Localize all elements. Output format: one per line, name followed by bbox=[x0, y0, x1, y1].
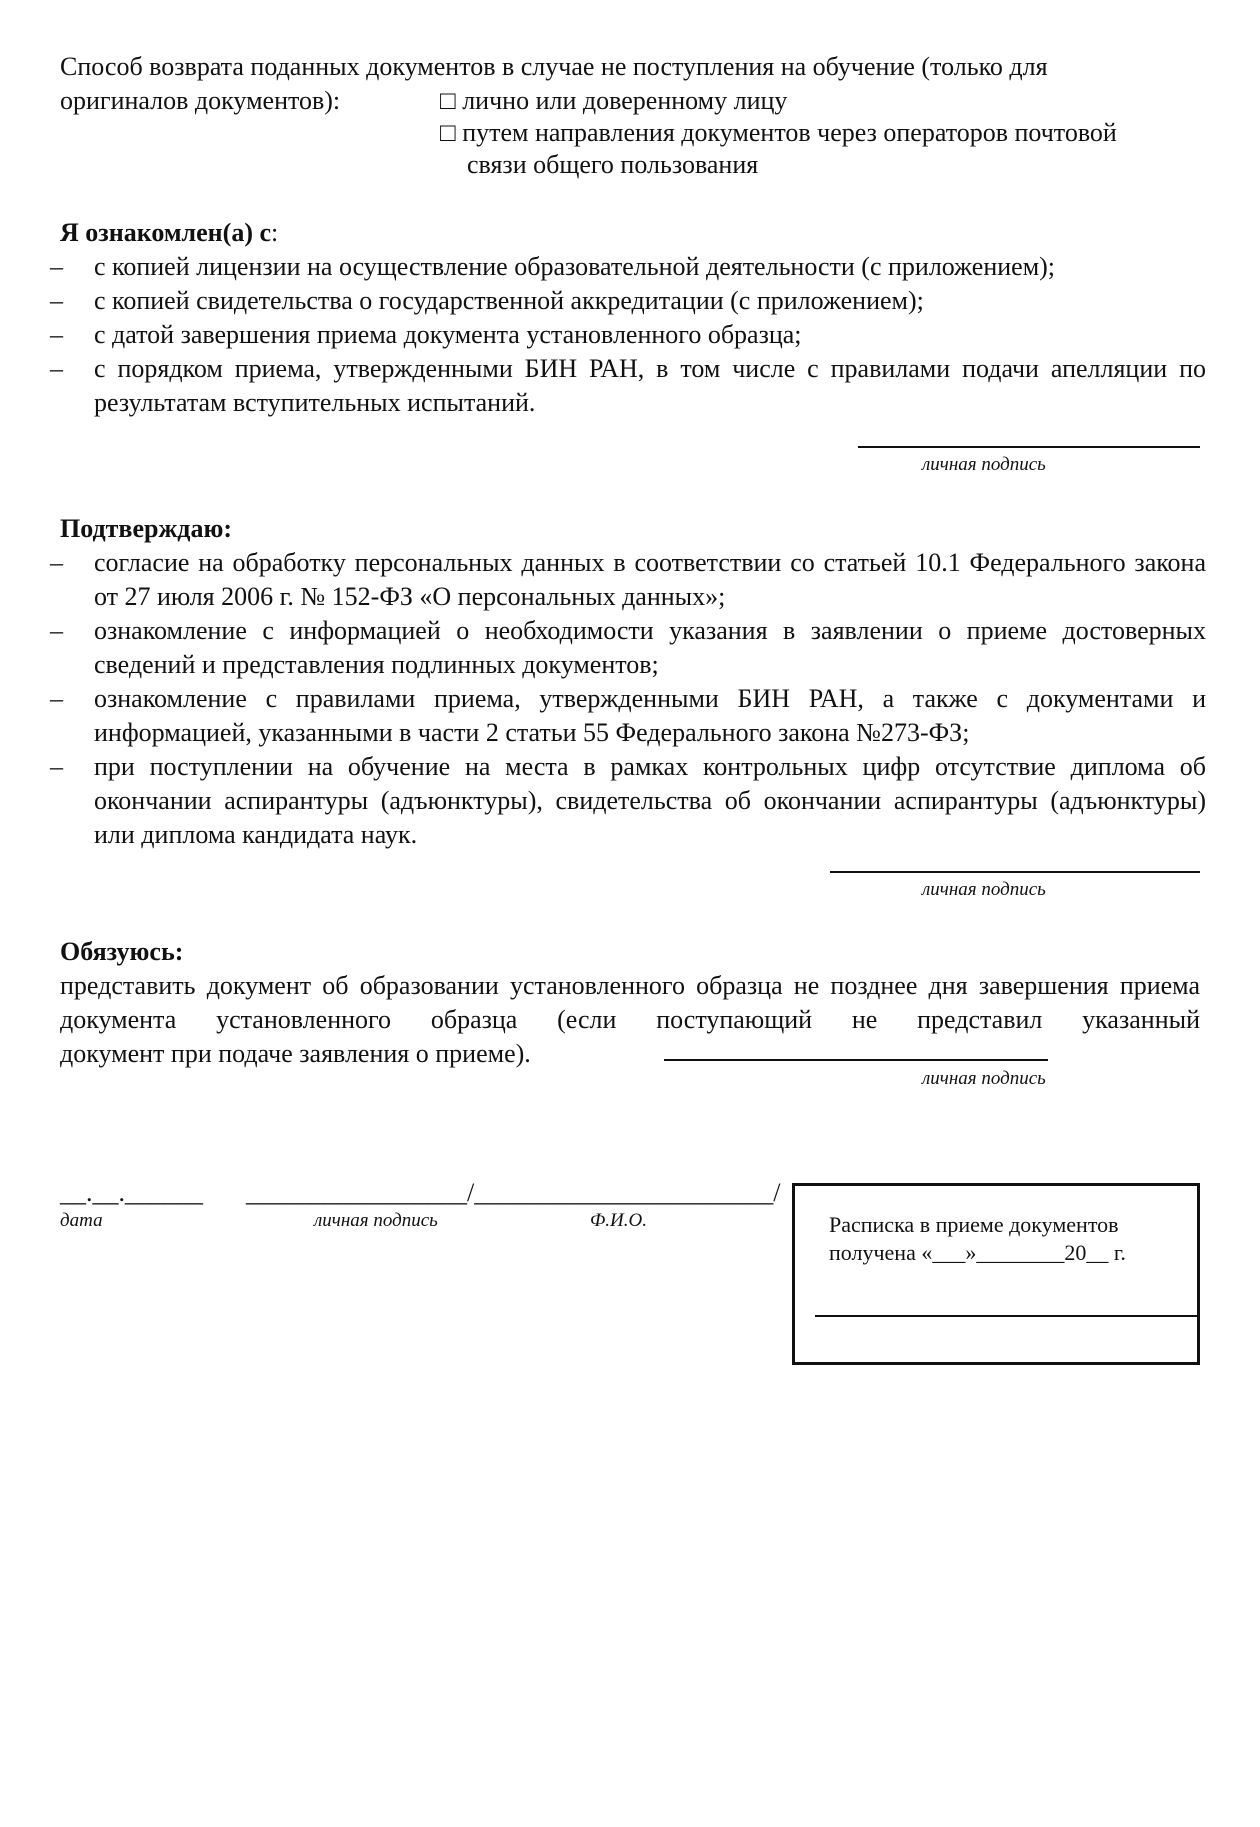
confirm-heading: Подтверждаю: bbox=[60, 514, 232, 543]
acquainted-heading-colon: : bbox=[271, 218, 279, 247]
dash-marker: – bbox=[50, 548, 63, 577]
return-method-label: оригиналов документов): bbox=[60, 86, 341, 115]
acquainted-heading-text: Я ознакомлен(а) с bbox=[60, 218, 272, 247]
date-field[interactable]: __.__.______ bbox=[60, 1178, 203, 1207]
return-option-post-cont: связи общего пользования bbox=[467, 150, 759, 179]
obligate-text: представить документ об образовании установленного образца не позднее дня завершения приема документа установленного образца (если поступающий не представил указанный bbox=[60, 971, 1200, 1034]
date-caption: дата bbox=[60, 1210, 103, 1231]
signature-line[interactable] bbox=[858, 446, 1200, 448]
dash-marker: – bbox=[50, 616, 63, 645]
confirm-item-diploma: при поступлении на обучение на места в рамках контрольных цифр отсутствие диплома об окончании аспирантуры (адъюнктуры), свидетельства об окончании аспирантуры (адъюнктуры) или диплома кандидата наук. bbox=[94, 752, 1206, 849]
receipt-date[interactable]: получена «___»________20__ г. bbox=[829, 1240, 1126, 1265]
acquainted-item-license: с копией лицензии на осуществление образовательной деятельности (с приложением); bbox=[94, 252, 1056, 281]
signature-caption: личная подпись bbox=[922, 1068, 1046, 1089]
signature-line[interactable] bbox=[830, 871, 1200, 873]
dash-marker: – bbox=[50, 320, 63, 349]
confirm-item-info: ознакомление с информацией о необходимости указания в заявлении о приеме достоверных сведений и представления подлинных документов; bbox=[94, 616, 1206, 679]
signature-caption: личная подпись bbox=[314, 1210, 438, 1231]
dash-marker: – bbox=[50, 684, 63, 713]
return-option-personal[interactable]: □ лично или доверенному лицу bbox=[440, 86, 788, 115]
signature-line[interactable] bbox=[664, 1059, 1048, 1061]
receipt-title: Расписка в приеме документов bbox=[829, 1212, 1119, 1237]
return-method-line1: Способ возврата поданных документов в случае не поступления на обучение (только для bbox=[60, 52, 1048, 81]
acquainted-item-date: с датой завершения приема документа установленного образца; bbox=[94, 320, 802, 349]
signature-name-field[interactable]: _________________/_______________________/ bbox=[246, 1178, 781, 1207]
confirm-item-rules: ознакомление с правилами приема, утвержденными БИН РАН, а также с документами и информацией, указанными в части 2 статьи 55 Федерального закона №273-ФЗ; bbox=[94, 684, 1206, 747]
confirm-item-personal-data: согласие на обработку персональных данных в соответствии со статьей 10.1 Федерального закона от 27 июля 2006 г. № 152-ФЗ «О персональных данных»; bbox=[94, 548, 1206, 611]
dash-marker: – bbox=[50, 286, 63, 315]
receipt-signature-line[interactable] bbox=[815, 1315, 1197, 1317]
obligate-heading: Обязуюсь: bbox=[60, 937, 184, 966]
acquainted-item-procedure: с порядком приема, утвержденными БИН РАН, в том числе с правилами подачи апелляции по результатам вступительных испытаний. bbox=[94, 354, 1206, 417]
dash-marker: – bbox=[50, 252, 63, 281]
receipt-box bbox=[792, 1183, 1200, 1365]
return-option-post[interactable]: □ путем направления документов через операторов почтовой bbox=[440, 118, 1117, 147]
signature-caption: личная подпись bbox=[922, 879, 1046, 900]
acquainted-item-accreditation: с копией свидетельства о государственной аккредитации (с приложением); bbox=[94, 286, 924, 315]
obligate-last-line: документ при подаче заявления о приеме). bbox=[60, 1039, 531, 1068]
dash-marker: – bbox=[50, 752, 63, 781]
acquainted-heading bbox=[60, 216, 278, 250]
signature-caption: личная подпись bbox=[922, 454, 1046, 475]
dash-marker: – bbox=[50, 354, 63, 383]
name-caption: Ф.И.О. bbox=[590, 1210, 647, 1231]
